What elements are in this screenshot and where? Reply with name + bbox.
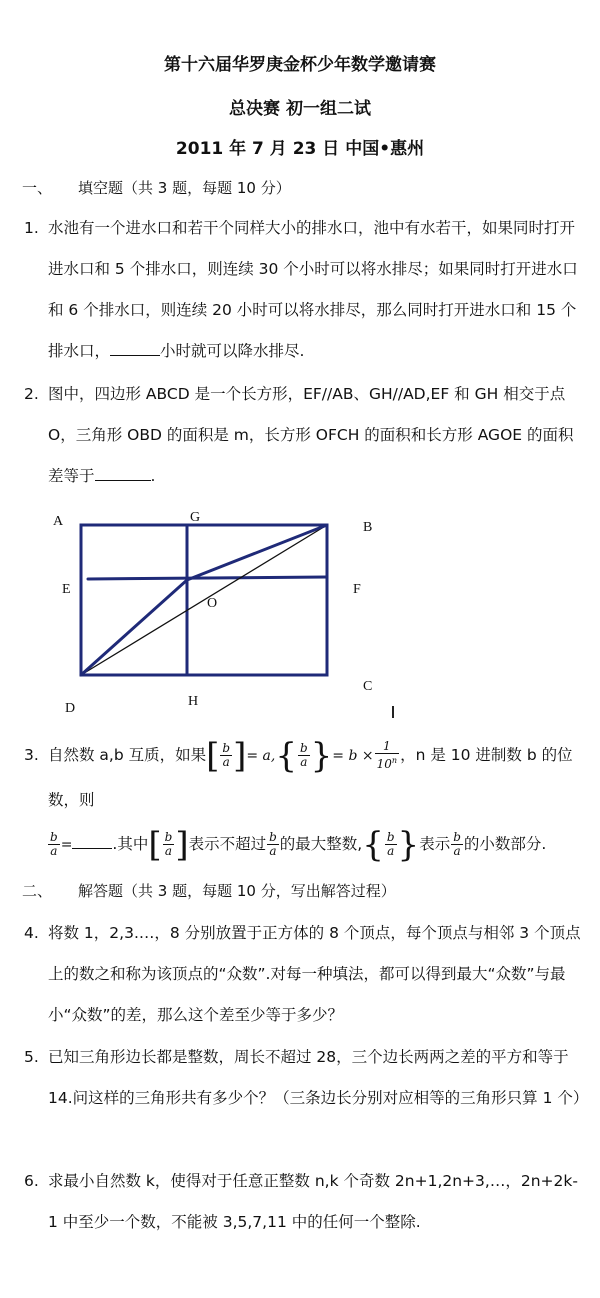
problem-6 xyxy=(24,1161,584,1243)
section-2-label: 解答题（共 3 题，每题 10 分，写出解答过程） xyxy=(78,882,396,900)
problem-3-where: .其中 xyxy=(112,835,149,853)
fraction-b-over-a: $\frac{b}{a}$ xyxy=(453,830,461,858)
label-d: D xyxy=(65,701,76,716)
problem-3-frac-desc-end: 的小数部分. xyxy=(463,835,547,853)
line-ob xyxy=(187,525,327,580)
right-square-bracket-icon: ] xyxy=(175,824,189,865)
equation-part-2: = b × xyxy=(332,748,374,764)
label-c: C xyxy=(363,679,373,694)
answer-blank-3[interactable] xyxy=(72,834,112,849)
left-curly-brace-icon: { xyxy=(275,735,297,776)
problem-3-floor-desc: 表示不超过 xyxy=(188,835,267,853)
answer-blank-1[interactable] xyxy=(110,341,160,356)
label-e: E xyxy=(62,582,71,597)
label-f: F xyxy=(353,582,361,597)
contest-title: 第十六届华罗庚金杯少年数学邀请赛 xyxy=(164,55,436,75)
problem-4 xyxy=(24,913,584,1036)
problem-6-text: 求最小自然数 k，使得对于任意正整数 n,k 个奇数 2n+1,2n+3,…，2n+2k-1 中至少一个数，不能被 3,5,7,11 中的任何一个整除. xyxy=(48,1172,578,1231)
section-1-heading xyxy=(22,177,291,198)
left-square-bracket-icon: [ xyxy=(148,824,162,865)
problem-3-intro-end: ，n 是 10 进制数 b 的位数，则 xyxy=(48,746,573,809)
problem-1-tail: 小时就可以降水排尽. xyxy=(160,342,305,360)
section-2-number: 二、 xyxy=(22,882,53,900)
problem-5-number: 5. xyxy=(24,1048,39,1066)
right-square-bracket-icon: ] xyxy=(233,735,247,776)
problem-1-number: 1. xyxy=(24,219,39,237)
contest-date-place: 2011 年 7 月 23 日 中国•惠州 xyxy=(175,139,425,159)
fraction-b-over-a: $\frac{b}{a}$ xyxy=(386,830,395,858)
label-o: O xyxy=(207,596,218,611)
fraction-b-over-a: $\frac{b}{a}$ xyxy=(50,830,58,858)
problem-1-text: 水池有一个进水口和若干个同样大小的排水口，池中有水若干，如果同时打开进水口和 5 个排水口，则连续 30 个小时可以将水排尽；如果同时打开进水口和 6 个排水口，则连续 20 小时可以将水排尽，那么同时打开进水口和 15 个排水口， xyxy=(48,219,578,360)
label-b: B xyxy=(363,520,373,535)
equals-sign: = xyxy=(60,837,73,853)
label-h: H xyxy=(188,694,199,709)
equation-part-1: = a, xyxy=(246,748,276,764)
section-2-heading xyxy=(22,880,396,901)
line-do xyxy=(81,580,187,675)
left-curly-brace-icon: { xyxy=(362,824,384,865)
diagonal-bd xyxy=(81,525,327,675)
problem-5-text: 已知三角形边长都是整数，周长不超过 28，三个边长两两之差的平方和等于 14.问这样的三角形共有多少个？（三条边长分别对应相等的三角形只算 1 个） xyxy=(48,1048,589,1107)
problem-4-number: 4. xyxy=(24,924,39,942)
right-curly-brace-icon: } xyxy=(310,735,333,776)
problem-4-text: 将数 1，2,3.…，8 分别放置于正方体的 8 个顶点，每个顶点与相邻 3 个顶点上的数之和称为该顶点的“众数”.对每一种填法，都可以得到最大“众数”与最小“众数”的差，那么这个差至少等于多少？ xyxy=(48,924,581,1024)
rectangle-figure xyxy=(40,500,400,720)
problem-2-text: 图中，四边形 ABCD 是一个长方形，EF//AB、GH//AD,EF 和 GH 相交于点 O，三角形 OBD 的面积是 m，长方形 OFCH 的面积和长方形 AGOE 的面积差等于 xyxy=(48,385,574,485)
problem-3-intro: 自然数 a,b 互质，如果 xyxy=(48,746,207,764)
text-cursor xyxy=(392,706,394,718)
problem-3-floor-desc-end: 的最大整数, xyxy=(279,835,363,853)
section-1-number: 一、 xyxy=(22,179,53,197)
right-curly-brace-icon: } xyxy=(397,824,420,865)
fraction-b-over-a: $\frac{b}{a}$ xyxy=(269,830,277,858)
fraction-b-over-a: $\frac{b}{a}$ xyxy=(222,741,231,769)
problem-2-tail: . xyxy=(150,467,156,485)
fraction-one-over-ten-power: $\frac{1}{10^n}$ xyxy=(376,739,398,771)
problem-3-number: 3. xyxy=(24,746,39,764)
problem-5 xyxy=(24,1037,589,1119)
answer-blank-2[interactable] xyxy=(95,466,151,481)
left-square-bracket-icon: [ xyxy=(206,735,220,776)
contest-subtitle: 总决赛 初一组二试 xyxy=(229,99,371,119)
label-a: A xyxy=(53,514,64,529)
fraction-b-over-a: $\frac{b}{a}$ xyxy=(164,830,173,858)
label-g: G xyxy=(190,510,201,525)
problem-1 xyxy=(24,208,584,372)
line-ef xyxy=(88,577,327,579)
problem-2 xyxy=(24,374,584,497)
section-1-label: 填空题（共 3 题，每题 10 分） xyxy=(78,179,291,197)
problem-2-number: 2. xyxy=(24,385,39,403)
problem-3 xyxy=(24,733,584,867)
problem-3-frac-desc: 表示 xyxy=(419,835,451,853)
fraction-b-over-a: $\frac{b}{a}$ xyxy=(299,741,308,769)
problem-6-number: 6. xyxy=(24,1172,39,1190)
